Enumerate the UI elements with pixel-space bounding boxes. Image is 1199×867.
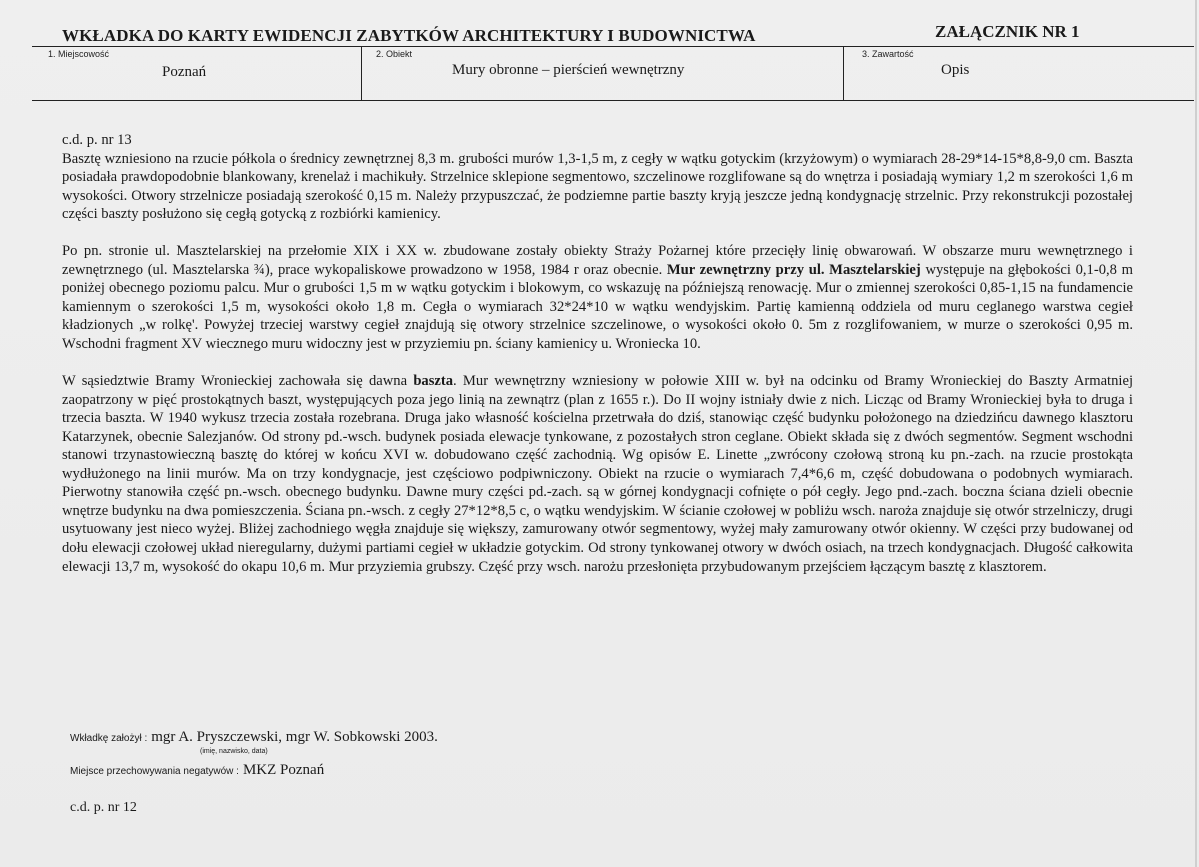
header-divider-1 (361, 46, 362, 101)
outer-wall-heading: Mur zewnętrzny przy ul. Masztelarskiej (666, 261, 921, 278)
storage-label: Miejsce przechowywania negatywów : (70, 766, 239, 777)
paragraph-spacer-1 (62, 224, 1133, 243)
author-line (70, 728, 438, 746)
paragraph-wroniecka-tower (62, 372, 1133, 576)
storage-line (70, 761, 324, 779)
locality-value: Poznań (162, 64, 207, 80)
header-top-rule (32, 46, 1194, 47)
header-divider-2 (843, 46, 844, 101)
content-label: 3. Zawartość (862, 49, 914, 59)
document-title: WKŁADKA DO KARTY EWIDENCJI ZABYTKÓW ARCHITEKTURY I BUDOWNICTWA (62, 26, 756, 45)
author-label: Wkładkę założył : (70, 733, 148, 744)
paragraph-wroniecka-rest: . Mur wewnętrzny wzniesiony w połowie XIII w. był na odcinku od Bramy Wronieckiej do Baszty Armatniej zaopatrzony w pięć prostokątnych baszt, występujących poza jego linią na zewnątrz (plan z 1655 r.). Do II wojny istniały dwie z nich. Licząc od Bramy Wronieckiej była to druga i trzecia baszta. W 1940 wykusz trzecia została rozebrana. Druga jako własność kościelna przetrwała do dziś, stanowiąc część budynku położonego na dziedzińcu dawnego klasztoru Katarzynek, obecnie Salezjanów. Od strony pd.-wsch. budynek posiada elewacje tynkowane, z pozostałych stron ceglane. Obiekt składa się z dwóch segmentów. Segment wschodni stanowi trzynastowieczną basztę do której w końcu XVI w. dobudowano część zachodnią. Wg opisów E. Linette „zwrócony czołową stroną ku pn.-zach. na rzucie prostokąta wydłużonego na linii murów. Ma on trzy kondygnacje, jest częściowo podpiwniczony. Obiekt na rzucie o wymiarach 7,4*6,6 m, część dobudowana o podobnych wymiarach. Pierwotny stanowiła część pn.-wsch. obecnego budynku. Dawne mury części pd.-zach. są w górnej kondygnacji cofnięte o pół cegły. Jego pnd.-zach. boczna ściana dzieli obecnie wnętrze budynku na dwa pomieszczenia. Ściana pn.-wsch. z cegły 27*12*8,5 c, o wątku wendyjskim. W ścianie czołowej w pobliżu wsch. naroża znajduje się otwór strzelniczy, drugi usytuowany jest nieco wyżej. Bliżej zachodniego węgła znajduje się większy, zamurowany otwór segmentowy, wyżej mały zamurowany otwór okienny. W części przy budowanej od dołu elewacji czołowej układ nieregularny, dużymi partiami cegieł w układzie gotyckim. Od strony tynkowanej otwory w dwóch osiach, na trzech kondygnacjach. Długość całkowita elewacji 13,7 m, wysokość do okapu 10,6 m. Mur przyziemia grubszy. Część przy wsch. narożu przesłonięta przybudowanym przejściem łączącym basztę z klasztorem. (62, 373, 1133, 575)
description-body (62, 131, 1133, 576)
paragraph-masztelarska (62, 242, 1133, 353)
header-bottom-rule (32, 100, 1194, 101)
annex-number: ZAŁĄCZNIK NR 1 (935, 22, 1080, 41)
paragraph-wroniecka-intro: W sąsiedztwie Bramy Wronieckiej zachowała się dawna (62, 373, 408, 390)
author-value: mgr A. Pryszczewski, mgr W. Sobkowski 2003. (151, 729, 438, 745)
paragraph-masztelarska-rest: występuje na głębokości 0,1-0,8 m poniżej obecnego poziomu palcu. Mur o grubości 1,5 m w wątku gotyckim i blokowym, co wskazuję na późniejszą renowację. Mur o zmiennej szerokości 0,85-1,15 na fundamencie kamiennym o szerokości 1,5 m, wysokości około 1,8 m. Cegła o wymiarach 32*24*10 w wątku wendyjskim. Partię kamienną oddziela od muru ceglanego warstwa cegieł kładzionych „w rolkę'. Powyżej trzeciej warstwy cegieł znajdują się otwory strzelnice szczelinowe, o wysokości około 0. 5m z rozglifowaniem, w murze o szerokości 0,95 m. Wschodni fragment XV wiecznego muru widoczny jest w przyziemiu pn. ściany kamienicy u. Wroniecka 10. (62, 261, 1133, 353)
paragraph-tower-construction: Basztę wzniesiono na rzucie półkola o średnicy zewnętrznej 8,3 m. grubości murów 1,3-1,5 m, z cegły w wątku gotyckim (krzyżowym) o wymiarach 28-29*14-15*8,8-9,0 cm. Baszta posiadała prawdopodobnie blankowany, krenelaż i machikuły. Strzelnice sklepione segmentowo, szczelinowe rozglifowane są do wnętrza i posiadają wymiary 1,2 m szerokości 1,6 m wysokości. Otwory strzelnicze posiadają szerokość 0,15 m. Należy przypuszczać, że podziemne partie baszty kryją jeszcze jedną kondygnację strzelnic. Przy rekonstrukcji pozostałej części baszty posłużono się cegłą gotycką z rozbiórki kamienicy. (62, 150, 1133, 223)
paragraph-masztelarska-intro: Po pn. stronie ul. Masztelarskiej na przełomie XIX i XX w. zbudowane zostały obiekty Straży Pożarnej które przecięły linię obwarowań. W obszarze muru wewnętrznego i zewnętrznego (ul. Masztelarska ¾), prace wykopaliskowe prowadzono w 1958, 1984 r oraz obecnie. (62, 243, 1133, 278)
continuation-note: c.d. p. nr 13 (62, 132, 132, 148)
author-hint: (imię, nazwisko, data) (200, 748, 268, 755)
paragraph-spacer-2 (62, 354, 1133, 373)
content-value: Opis (941, 62, 970, 78)
object-value: Mury obronne – pierścień wewnętrzny (452, 62, 685, 78)
scan-edge (1195, 0, 1197, 867)
tower-keyword: baszta (413, 373, 454, 390)
locality-label: 1. Miejscowość (48, 49, 110, 59)
object-label: 2. Obiekt (376, 49, 413, 59)
storage-value: MKZ Poznań (242, 762, 325, 778)
previous-page-ref: c.d. p. nr 12 (70, 800, 137, 815)
